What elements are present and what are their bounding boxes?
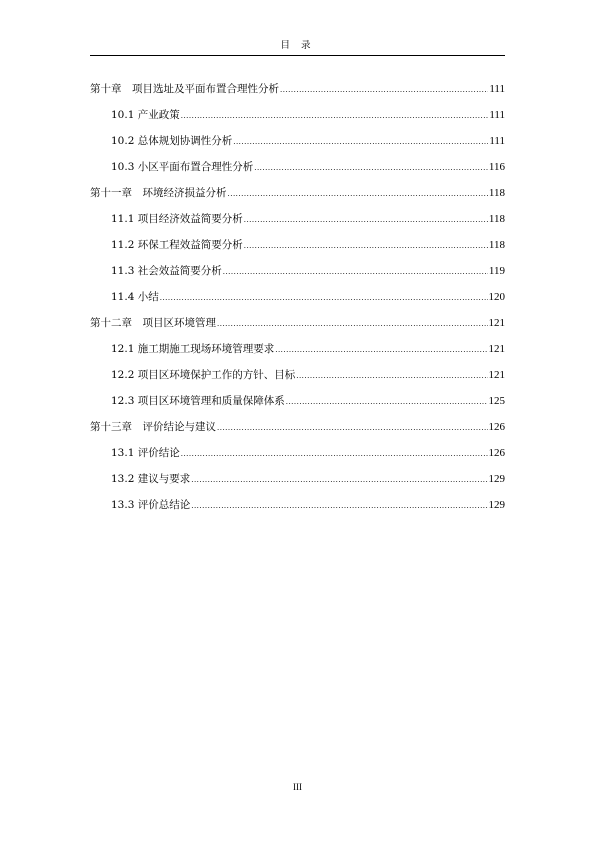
toc-dot-leader: [223, 263, 488, 281]
toc-dot-leader: [244, 211, 488, 229]
toc-entry-page: 121: [488, 343, 505, 355]
toc-dot-leader: [191, 471, 487, 489]
toc-entry-title: 12.1 施工期施工现场环境管理要求: [111, 343, 275, 355]
toc-entry-section-11-1[interactable]: [90, 210, 505, 228]
toc-entry-section-12-2[interactable]: [90, 366, 505, 384]
toc-dot-leader: [191, 497, 487, 515]
toc-entry-page: 111: [489, 109, 505, 121]
toc-entry-page: 121: [488, 369, 505, 381]
toc-entry-title: 第十章 项目选址及平面布置合理性分析: [90, 83, 279, 95]
toc-dot-leader: [280, 81, 488, 99]
toc-entry-page: 121: [488, 317, 505, 329]
toc-entry-page: 129: [488, 499, 505, 511]
toc-dot-leader: [181, 107, 489, 125]
toc-entry-title: 第十二章 项目区环境管理: [90, 317, 216, 329]
toc-dot-leader: [296, 367, 487, 385]
toc-entry-title: 11.3 社会效益简要分析: [111, 265, 222, 277]
toc-dot-leader: [233, 133, 488, 151]
toc-entry-title: 10.2 总体规划协调性分析: [111, 135, 233, 147]
toc-entry-title: 13.3 评价总结论: [111, 499, 191, 511]
page-number: III: [293, 782, 302, 792]
header-rule: [90, 55, 505, 56]
toc-entry-title: 12.3 项目区环境管理和质量保障体系: [111, 395, 285, 407]
toc-entry-page: 120: [488, 291, 505, 303]
toc-dot-leader: [228, 185, 488, 203]
toc-entry-title: 12.2 项目区环境保护工作的方针、目标: [111, 369, 296, 381]
toc-entry-page: 119: [488, 265, 505, 277]
toc-entry-title: 11.4 小结: [111, 291, 159, 303]
toc-dot-leader: [286, 393, 488, 411]
toc-entry-title: 第十一章 环境经济损益分析: [90, 187, 227, 199]
toc-entry-section-10-3[interactable]: [90, 158, 505, 176]
toc-entry-title: 11.1 项目经济效益简要分析: [111, 213, 243, 225]
toc-entry-section-13-3[interactable]: [90, 496, 505, 514]
toc-entry-title: 10.3 小区平面布置合理性分析: [111, 161, 254, 173]
toc-entry-page: 118: [488, 213, 505, 225]
toc-dot-leader: [244, 237, 488, 255]
toc-entry-section-11-2[interactable]: [90, 236, 505, 254]
toc-entry-page: 126: [488, 447, 505, 459]
toc-entry-section-13-2[interactable]: [90, 470, 505, 488]
toc-dot-leader: [160, 289, 488, 307]
toc-entry-chapter-10[interactable]: [90, 80, 505, 98]
toc-entry-page: 116: [488, 161, 505, 173]
toc-entry-page: 129: [488, 473, 505, 485]
toc-entry-page: 126: [488, 421, 505, 433]
toc-entry-chapter-13[interactable]: [90, 418, 505, 436]
toc-entry-section-11-3[interactable]: [90, 262, 505, 280]
toc-dot-leader: [275, 341, 487, 359]
toc-entry-section-10-1[interactable]: [90, 106, 505, 124]
toc-entry-page: 111: [489, 135, 505, 147]
toc-entry-title: 13.2 建议与要求: [111, 473, 191, 485]
toc-entry-page: 125: [488, 395, 505, 407]
toc-entry-page: 118: [488, 187, 505, 199]
toc-entry-section-11-4[interactable]: [90, 288, 505, 306]
toc-dot-leader: [217, 419, 488, 437]
toc-dot-leader: [217, 315, 488, 333]
toc-entry-section-12-3[interactable]: [90, 392, 505, 410]
running-header-title: 目 录: [280, 40, 315, 51]
toc-entry-title: 13.1 评价结论: [111, 447, 180, 459]
toc-entry-chapter-12[interactable]: [90, 314, 505, 332]
toc-entry-section-13-1[interactable]: [90, 444, 505, 462]
toc-entry-section-12-1[interactable]: [90, 340, 505, 358]
toc-entry-title: 10.1 产业政策: [111, 109, 180, 121]
toc-entry-section-10-2[interactable]: [90, 132, 505, 150]
toc-entry-title: 11.2 环保工程效益简要分析: [111, 239, 243, 251]
toc-entry-page: 118: [488, 239, 505, 251]
toc-entry-title: 第十三章 评价结论与建议: [90, 421, 216, 433]
toc-dot-leader: [181, 445, 488, 463]
toc-dot-leader: [254, 159, 488, 177]
toc-entry-page: 111: [489, 83, 505, 95]
toc-entry-chapter-11[interactable]: [90, 184, 505, 202]
